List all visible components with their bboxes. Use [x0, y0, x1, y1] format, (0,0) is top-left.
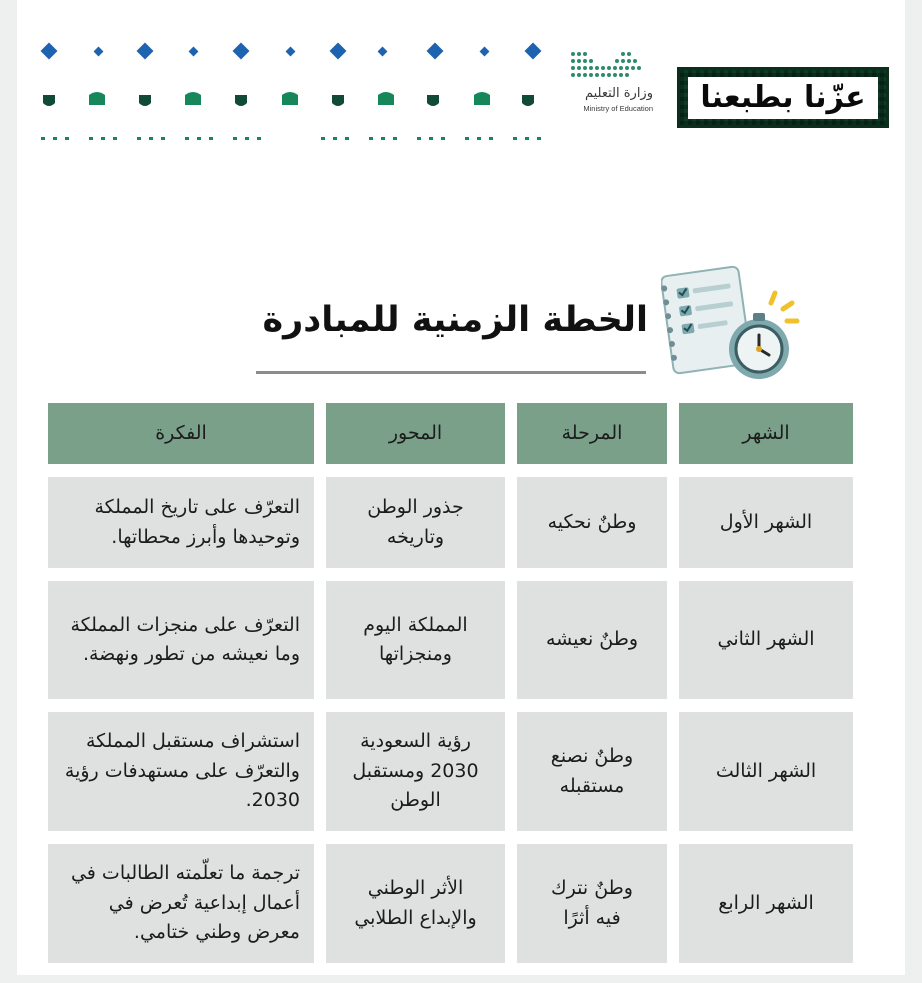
- row1-idea: التعرّف على تاريخ المملكة وتوحيدها وأبرز محطاتها.: [48, 477, 314, 568]
- row1-month: الشهر الأول: [679, 477, 853, 568]
- document-page: [17, 0, 905, 975]
- checklist-stopwatch-icon: [661, 265, 801, 387]
- header-month: الشهر: [679, 403, 853, 464]
- row4-idea: ترجمة ما تعلّمته الطالبات في أعمال إبداعية تُعرض في معرض وطني ختامي.: [48, 844, 314, 963]
- slogan-text: عزّنا بطبعنا: [688, 77, 877, 119]
- ministry-dots-icon: [563, 48, 653, 82]
- slogan-badge: [677, 67, 889, 128]
- row3-stage: وطنٌ نصنع مستقبله: [517, 712, 667, 831]
- row4-month: الشهر الرابع: [679, 844, 853, 963]
- row3-month: الشهر الثالث: [679, 712, 853, 831]
- decorative-pattern: [17, 0, 577, 160]
- header-axis: المحور: [326, 403, 505, 464]
- row2-month: الشهر الثاني: [679, 581, 853, 699]
- ministry-name-en: Ministry of Education: [583, 104, 653, 113]
- row2-axis: المملكة اليوم ومنجزاتها: [326, 581, 505, 699]
- row4-axis: الأثر الوطني والإبداع الطلابي: [326, 844, 505, 963]
- row2-idea: التعرّف على منجزات المملكة وما نعيشه من تطور ونهضة.: [48, 581, 314, 699]
- row4-stage: وطنٌ نترك فيه أثرًا: [517, 844, 667, 963]
- row1-stage: وطنٌ نحكيه: [517, 477, 667, 568]
- header-idea: الفكرة: [48, 403, 314, 464]
- title-divider: [256, 371, 646, 374]
- row1-axis: جذور الوطن وتاريخه: [326, 477, 505, 568]
- header-stage: المرحلة: [517, 403, 667, 464]
- page-title: الخطة الزمنية للمبادرة: [262, 300, 648, 340]
- row2-stage: وطنٌ نعيشه: [517, 581, 667, 699]
- row3-idea: استشراف مستقبل المملكة والتعرّف على مستهدفات رؤية 2030.: [48, 712, 314, 831]
- ministry-name-ar: وزارة التعليم: [584, 86, 653, 101]
- ministry-logo: [563, 48, 673, 122]
- row3-axis: رؤية السعودية 2030 ومستقبل الوطن: [326, 712, 505, 831]
